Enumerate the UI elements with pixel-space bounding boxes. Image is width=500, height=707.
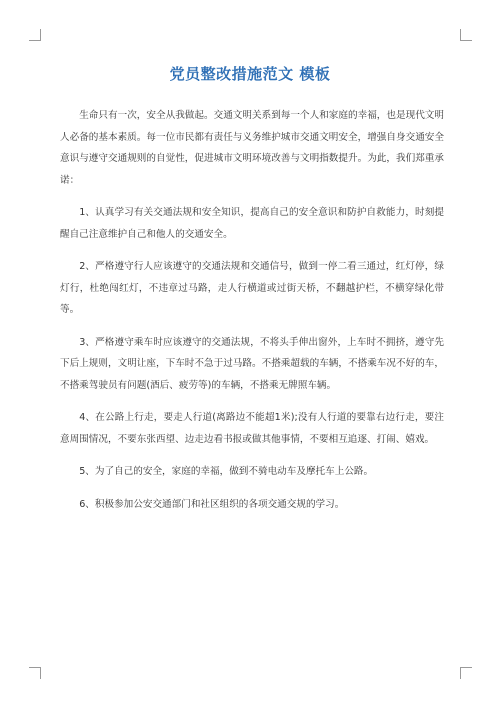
page-corner-mark-top-right [460, 29, 472, 41]
intro-paragraph: 生命只有一次，安全从我做起。交通文明关系到每一个人和家庭的幸福，也是现代文明人必备的基本素质。每一位市民都有责任与义务维护城市交通文明安全，增强自身交通安全意识与遵守交通规则的自觉性，促进城市文明环境改善与文明指数提升。为此，我们郑重承诺： [60, 110, 444, 186]
pledge-item-6: 6、积极参加公安交通部门和社区组织的各项交通交规的学习。 [79, 498, 345, 510]
pledge-item-2: 2、严格遵守行人应该遵守的交通法规和交通信号，做到一停二看三通过，红灯停，绿灯行，杜绝闯红灯，不违章过马路，走人行横道或过街天桥，不翻越护栏，不横穿绿化带等。 [60, 261, 444, 315]
document-title: 党员整改措施范文 模板 [169, 65, 331, 83]
page-corner-mark-bottom-left [29, 667, 41, 679]
pledge-item-1: 1、认真学习有关交通法规和安全知识，提高自己的安全意识和防护自救能力，时刻提醒自己注意维护自己和他人的交通安全。 [60, 207, 444, 240]
page-corner-mark-top-left [29, 29, 41, 41]
document-body [60, 105, 444, 526]
pledge-item-4: 4、在公路上行走，要走人行道(离路边不能超1米);没有人行道的要靠右边行走，要注意周围情况，不要东张西望、边走边看书报或做其他事情，不要相互追逐、打闹、嬉戏。 [60, 412, 444, 445]
pledge-item-3: 3、严格遵守乘车时应该遵守的交通法规，不将头手伸出窗外，上车时不拥挤，遵守先下后上规则，文明让座，下车时不急于过马路。不搭乘超载的车辆，不搭乘车况不好的车，不搭乘驾驶员有问题(酒后、疲劳等)的车辆，不搭乘无牌照车辆。 [60, 336, 444, 391]
pledge-item-5: 5、为了自己的安全，家庭的幸福，做到不骑电动车及摩托车上公路。 [79, 466, 374, 477]
page-corner-mark-bottom-right [460, 667, 472, 679]
